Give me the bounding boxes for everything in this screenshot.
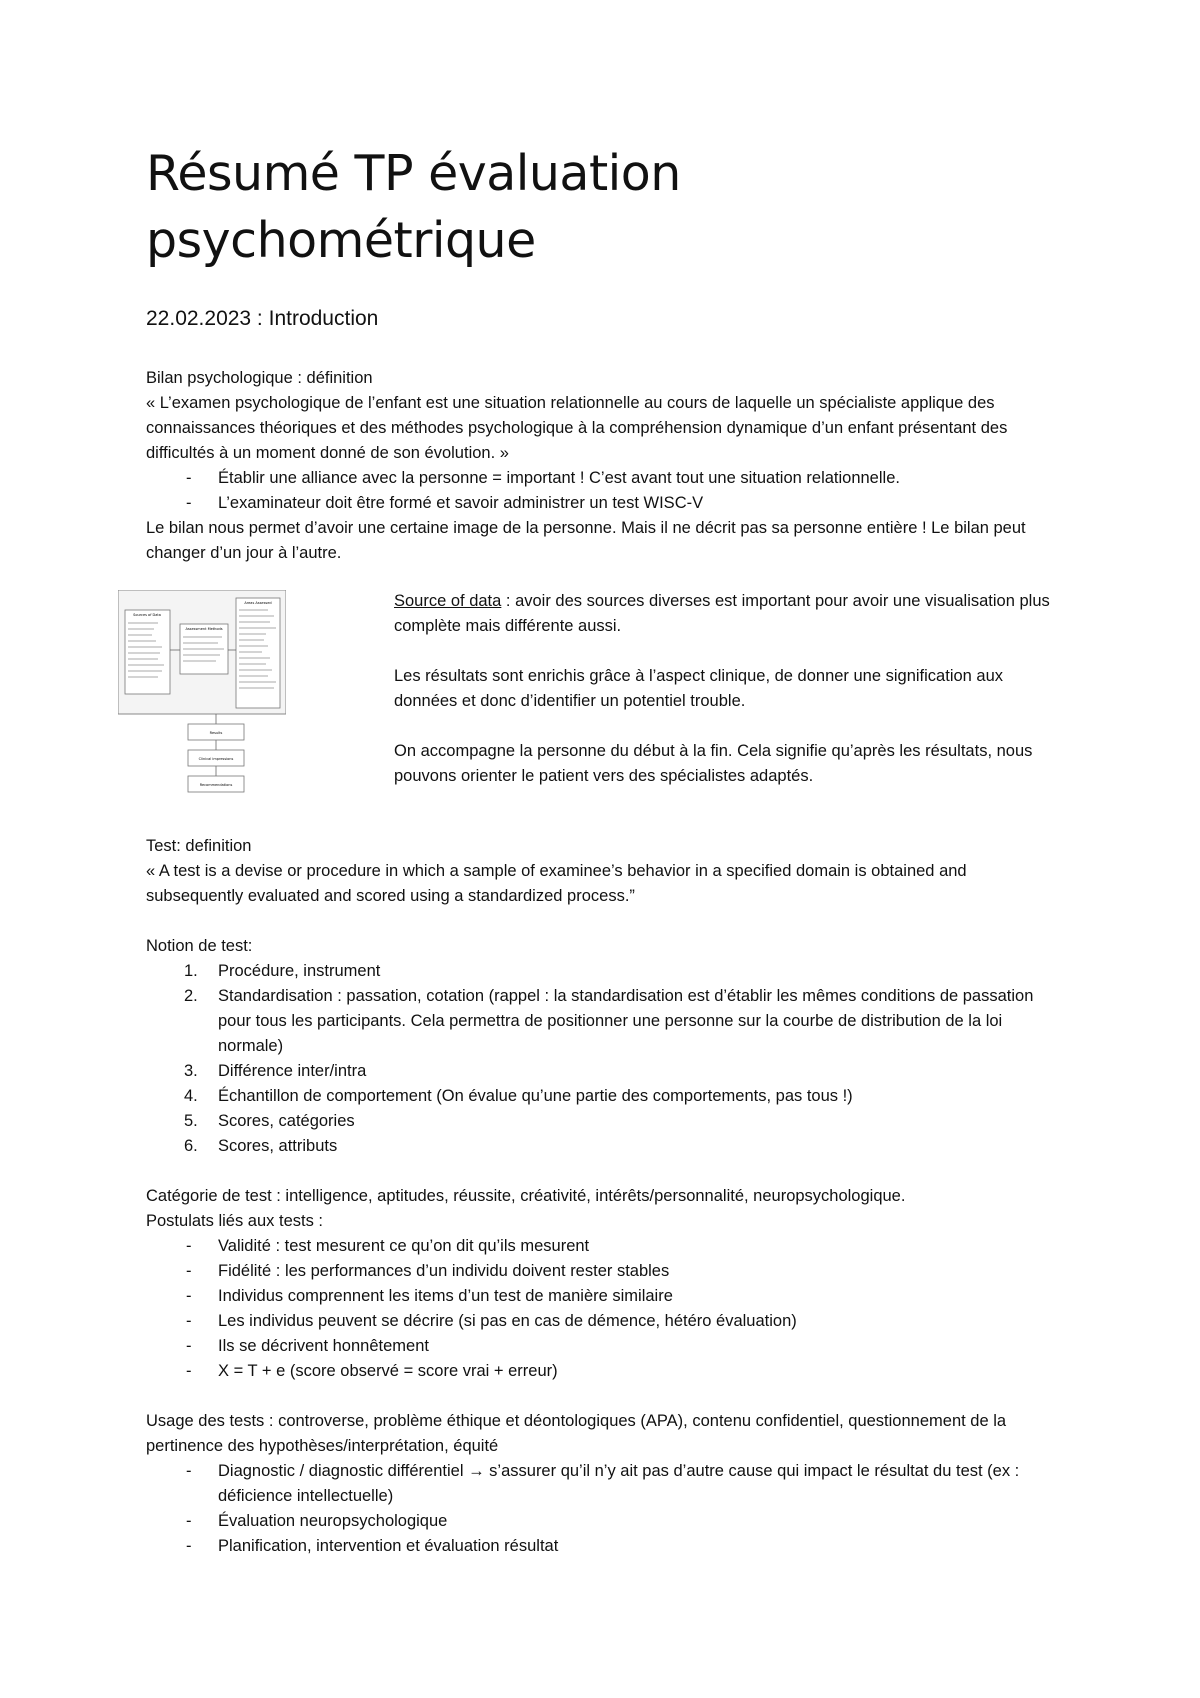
list-item bbox=[146, 1059, 1066, 1084]
list-item: - L’examinateur doit être formé et savoir administrer un test WISC-V bbox=[146, 491, 1066, 516]
list-text: Échantillon de comportement (On évalue qu’une partie des comportements, pas tous !) bbox=[218, 1087, 853, 1105]
postulats-heading: Postulats liés aux tests : bbox=[146, 1212, 323, 1230]
list-item bbox=[146, 1134, 1066, 1159]
source-label: Source of data bbox=[394, 592, 502, 610]
date-heading: 22.02.2023 : Introduction bbox=[146, 307, 379, 330]
source-paragraph-3: On accompagne la personne du début à la fin. Cela signifie qu’après les résultats, nous pouvons orienter le patient vers des spécialistes adaptés. bbox=[394, 742, 1033, 785]
list-number: 5. bbox=[184, 1112, 198, 1130]
source-paragraph bbox=[394, 589, 1054, 639]
list-text: Procédure, instrument bbox=[218, 962, 381, 980]
fig-results-label: Results bbox=[209, 731, 223, 735]
notion-section bbox=[146, 934, 1066, 1159]
usage-heading: Usage des tests : controverse, problème éthique et déontologiques (APA), contenu confidentiel, questionnement de la pertinence des hypothèses/interprétation, équité bbox=[146, 1412, 1007, 1455]
list-text: Standardisation : passation, cotation (rappel : la standardisation est d’établir les mêmes conditions de passation pour tous les participants. Cela permettra de positionner une personne sur la courbe de distribution de la loi normale) bbox=[218, 987, 1034, 1055]
list-text: Différence inter/intra bbox=[218, 1062, 367, 1080]
list-item: - Les individus peuvent se décrire (si pas en cas de démence, hétéro évaluation) bbox=[146, 1309, 1066, 1334]
notion-heading: Notion de test: bbox=[146, 937, 253, 955]
notion-list bbox=[146, 959, 1066, 1159]
list-item: - Planification, intervention et évaluation résultat bbox=[146, 1534, 1066, 1559]
list-item: - Validité : test mesurent ce qu’on dit qu’ils mesurent bbox=[146, 1234, 1066, 1259]
fig-clinical-label: Clinical impressions bbox=[198, 757, 234, 761]
list-item: - Ils se décrivent honnêtement bbox=[146, 1334, 1066, 1359]
list-number: 3. bbox=[184, 1062, 198, 1080]
bilan-section bbox=[146, 366, 1066, 566]
list-item: - X = T + e (score observé = score vrai + erreur) bbox=[146, 1359, 1066, 1384]
bilan-quote: « L’examen psychologique de l’enfant est une situation relationnelle au cours de laquelle un spécialiste applique des connaissances théoriques et des méthodes psychologique à la compréhension dynamique d’un enfant présentant des difficultés à un moment donné de son évolution. » bbox=[146, 394, 1008, 462]
test-definition-section bbox=[146, 834, 1066, 909]
list-item: - Évaluation neuropsychologique bbox=[146, 1509, 1066, 1534]
test-categories: Catégorie de test : intelligence, aptitudes, réussite, créativité, intérêts/personnalité, neuropsychologique. bbox=[146, 1187, 906, 1205]
list-number: 6. bbox=[184, 1137, 198, 1155]
source-text: : avoir des sources diverses est important pour avoir une visualisation plus complète mais différente aussi. bbox=[394, 592, 1050, 635]
list-item: - Fidélité : les performances d’un individu doivent rester stables bbox=[146, 1259, 1066, 1284]
list-number: 1. bbox=[184, 962, 198, 980]
list-number: 4. bbox=[184, 1087, 198, 1105]
bilan-heading: Bilan psychologique : définition bbox=[146, 369, 373, 387]
source-of-data-figure bbox=[118, 590, 286, 798]
fig-methods-label: Assessment Methods bbox=[185, 627, 223, 631]
source-paragraph-2: Les résultats sont enrichis grâce à l’aspect clinique, de donner une signification aux données et donc d’identifier un potentiel trouble. bbox=[394, 667, 1004, 710]
page-title: Résumé TP évaluation psychométrique bbox=[146, 145, 681, 269]
test-definition-heading: Test: definition bbox=[146, 837, 252, 855]
usage-section bbox=[146, 1409, 1066, 1559]
categories-postulats-section bbox=[146, 1184, 1066, 1384]
list-number: 2. bbox=[184, 987, 198, 1005]
list-text: Scores, catégories bbox=[218, 1112, 355, 1130]
list-item: - Individus comprennent les items d’un test de manière similaire bbox=[146, 1284, 1066, 1309]
list-item bbox=[146, 1084, 1066, 1109]
test-definition-quote: « A test is a devise or procedure in which a sample of examinee’s behavior in a specified domain is obtained and subsequently evaluated and scored using a standardized process.” bbox=[146, 862, 967, 905]
bilan-note: Le bilan nous permet d’avoir une certaine image de la personne. Mais il ne décrit pas sa personne entière ! Le bilan peut changer d’un jour à l’autre. bbox=[146, 519, 1026, 562]
source-of-data-section bbox=[394, 589, 1054, 814]
list-item bbox=[146, 1109, 1066, 1134]
list-item: - Établir une alliance avec la personne = important ! C’est avant tout une situation relationnelle. bbox=[146, 466, 1066, 491]
list-item: - Diagnostic / diagnostic différentiel → s’assurer qu’il n’y ait pas d’autre cause qui impact le résultat du test (ex : déficience intellectuelle) bbox=[146, 1459, 1066, 1509]
list-item bbox=[146, 959, 1066, 984]
usage-list bbox=[146, 1459, 1066, 1559]
fig-areas-label: Areas Assessed bbox=[244, 601, 272, 605]
list-item bbox=[146, 984, 1066, 1059]
bilan-bullets bbox=[146, 466, 1066, 516]
postulats-list bbox=[146, 1234, 1066, 1384]
list-text: Scores, attributs bbox=[218, 1137, 338, 1155]
fig-sources-label: Sources of Data bbox=[133, 613, 161, 617]
fig-recommendations-label: Recommendations bbox=[199, 783, 233, 787]
